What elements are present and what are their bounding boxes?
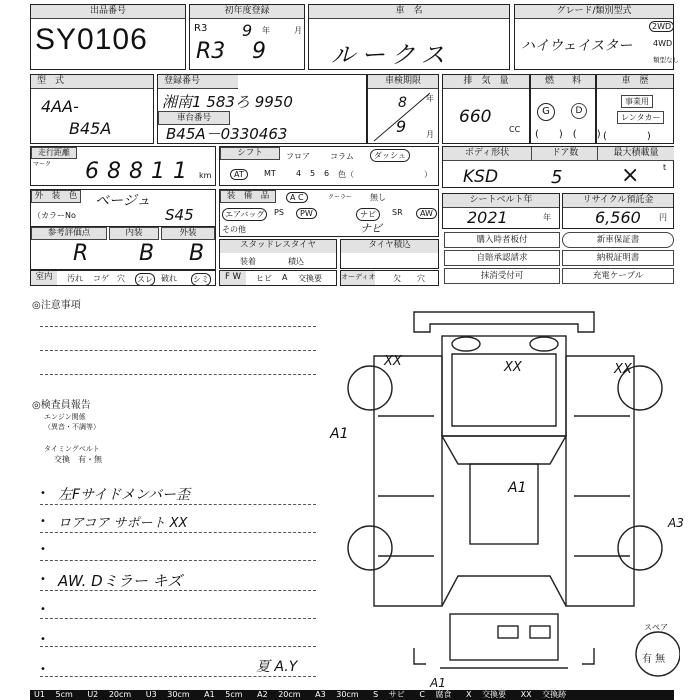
color-note: （カラーNo [33,211,76,220]
grade-exterior: B [189,241,205,266]
report-title: ◎検査員報告 [32,400,91,411]
first-reg-unit-year: 年 [262,26,270,35]
legend-xx: XX [520,690,532,699]
fw-replace: 交換要 [298,274,322,283]
legend-u2-size: 20cm [108,690,132,699]
fw-crack: ヒビ [256,274,272,283]
mark-a1-left: A1 [330,426,349,442]
equip-navi: ナビ [356,208,380,221]
equip-ps: PS [274,208,284,217]
equip-cooler: クーラー [328,194,353,201]
legend-a3-size: 30cm [336,690,359,699]
mark-a1-center: A1 [508,480,527,496]
report-line-4: AW. Dミラー キズ [58,572,183,590]
shift-4: 4 [296,169,302,178]
model-header: 型 式 [31,75,153,89]
mark-a1-rear: A1 [430,676,446,690]
recycle-unit: 円 [659,213,667,222]
fuel-g: G [537,103,555,121]
recycle-value: 6,560 [595,208,641,227]
studless-fitted: 装着 [240,257,256,266]
legend-u1-size: 5cm [55,690,73,699]
spare-options: 有 無 [642,654,666,665]
shift-color-close: ） [424,170,432,179]
inspection-unit-year: 年 [426,94,434,103]
audio-box [340,270,439,286]
report-line-1: 左Fサイドメンバー歪 [58,487,190,503]
fuel-box: 燃 料 G D ( ) ( ) [530,74,596,144]
interior-stain: シミ [193,275,209,284]
fw-box [219,270,337,286]
grade-overall: R [73,241,89,266]
doc-tax: 納税証明書 [562,250,674,266]
interior-dirt: 汚れ [67,274,83,283]
chassis-header: 車台番号 [158,111,230,125]
registration-box [157,74,367,144]
body-box [442,146,674,188]
registration-value: 湘南1 583ろ 9950 [162,93,293,111]
doc-purchase: 購入時者板付 [444,232,560,248]
inspection-box [367,74,439,144]
grade-4wd: 4WD [653,39,673,48]
interior-hole: 穴 [117,274,125,283]
spare-label: スペア [644,623,668,632]
fuel-header: 燃 料 [531,75,595,89]
report-signature: 夏 A.Y [256,659,298,675]
first-reg-unit-month: 月 [294,26,302,35]
mileage-header: 走行距離 [31,147,77,159]
mark-xx-left: XX [384,354,402,369]
grades-box [30,226,216,270]
shift-dash: ダッシュ [370,149,410,162]
equip-none: 無し [370,193,386,202]
audio-hole: 穴 [417,274,425,283]
shift-floor: フロア [286,152,310,161]
studless-box [219,239,337,269]
interior-tear: 破れ [161,274,177,283]
seatbelt-box [442,193,560,229]
mileage-mark: マーク [33,161,52,168]
grades-overall-header: 参考評価点 [31,227,107,240]
interior-scuff: スレ [137,275,153,284]
car-damage-diagram [330,296,680,696]
legend-u3-size: 30cm [167,690,190,699]
seatbelt-header: シートベルト年 [443,194,559,208]
displacement-box [442,74,530,144]
grades-interior-header: 内装 [109,227,159,240]
doc-charge-cable: 充電ケーブル [562,268,674,284]
first-reg-month: 9 [252,39,266,64]
legend-corrosion: 腐食 [435,690,452,699]
car-name-box [308,4,510,70]
shift-color: 色（ [338,170,354,179]
shift-column: コラム [330,152,354,161]
shift-6: 6 [324,169,330,178]
equip-other-navi: ナビ [360,222,382,235]
first-reg-year: 9 [242,21,253,40]
tire-header: タイヤ積込 [341,240,438,253]
legend-a2-size: 20cm [278,690,301,699]
seatbelt-value: 2021 [467,208,508,227]
equip-airbag: エアバッグ [222,208,267,221]
inspection-header: 車検期限 [368,75,438,89]
interior-burn: コゲ [93,274,109,283]
grade-none: 類型なし [653,56,679,64]
shift-mt: MT [264,169,276,178]
grade-interior: B [139,241,155,266]
model-box [30,74,154,144]
doc-deregistration: 抹消受付可 [444,268,560,284]
grades-exterior-header: 外装 [161,227,215,240]
equipment-header: 装 備 品 [220,190,276,203]
equip-ac: A C [286,192,308,203]
mileage-value: 68811 [85,159,195,184]
model-line1: 4AA- [41,97,79,116]
grade-box [514,4,679,70]
mark-xx-right: XX [614,362,632,377]
report-timing: タイミングベルト [44,445,100,453]
inspection-month: 9 [396,117,407,136]
first-reg-header: 初年度登録 [190,5,304,19]
recycle-box [562,193,674,229]
legend-a2: A2 [257,690,268,699]
interior-notes-label: 室内 [31,271,57,285]
doors-value: 5 [551,167,563,188]
legend-u1: U1 [34,690,45,699]
mark-xx-center: XX [504,360,522,375]
mark-a3-right: A3 [668,516,684,530]
mileage-box [30,146,216,186]
legend-s: S [373,690,379,699]
seatbelt-unit: 年 [543,213,551,222]
displacement-header: 排 気 量 [443,75,529,89]
capacity-header: 最大積載量 [597,147,674,161]
equip-other: その他 [222,225,246,234]
color-code: S45 [165,206,194,224]
shift-at: AT [230,169,248,180]
color-value: ベージュ [95,193,151,209]
lot-number-box [30,4,186,70]
legend-a1-size: 5cm [225,690,243,699]
legend-x: X [466,690,472,699]
studless-loaded: 積込 [288,257,304,266]
inspection-unit-month: 月 [426,130,434,139]
shift-box [219,146,439,186]
legend-u3: U3 [145,690,157,699]
history-header: 車 歴 [597,75,673,89]
fw-a: A [282,273,288,282]
displacement-unit: CC [509,125,521,134]
legend-bar [30,690,674,700]
body-header: ボディ形状 [443,147,531,161]
report-engine: エンジン関係 [44,413,86,421]
shift-5: 5 [310,169,316,178]
interior-notes-box [30,270,216,286]
history-rental: レンタカー [617,111,664,124]
legend-a3: A3 [315,690,326,699]
grade-header: グレード/類別型式 [515,5,673,19]
car-name-header: 車 名 [309,5,509,19]
recycle-header: リサイクル預託金 [563,194,673,208]
studless-header: スタッドレスタイヤ [220,240,336,253]
doc-jibai: 自賠承認請求 [444,250,560,266]
report-timing-opts: 交換 有・無 [54,455,102,464]
displacement-value: 660 [459,107,492,127]
legend-a1: A1 [204,690,215,699]
report-line-2: ロアコア サポート XX [58,516,188,531]
notes-title: ◎注意事項 [32,300,81,311]
doors-header: ドア数 [531,147,598,161]
mileage-unit: km [199,171,212,180]
first-reg-era: R3 [196,39,226,64]
body-value: KSD [463,167,499,187]
equip-aw: AW [416,208,437,219]
audio-label: オーディオ [341,271,375,285]
first-registration-box [189,4,305,70]
registration-header: 登録番号 [158,75,238,89]
history-business: 事業用 [621,95,653,108]
capacity-value: × [621,163,640,188]
equipment-box [219,189,439,237]
fuel-d: D [571,103,587,119]
legend-replace-needed: 交換要 [482,690,507,699]
tire-box [340,239,439,269]
history-box: 車 歴 事業用 レンタカー ( ) [596,74,674,144]
model-line2: B45A [69,119,112,138]
chassis-value: B45A－0330463 [166,125,288,143]
first-reg-era-small: R3 [194,23,208,34]
legend-rust: サビ [388,690,405,699]
grade-2wd: 2WD [649,21,674,32]
legend-c: C [419,690,425,699]
lot-header: 出品番号 [31,5,185,19]
doc-warranty: 新車保証書 [562,232,674,248]
fw-label: F W [220,271,246,285]
inspection-year: 8 [398,95,407,111]
color-box [30,189,216,227]
grade-value: ハイウェイスター [521,38,633,54]
equip-sr: SR [392,208,403,217]
equip-pw: PW [296,208,317,219]
legend-replaced: 交換跡 [542,690,567,699]
lot-number: SY0106 [35,23,148,56]
capacity-unit: t [663,163,667,172]
audio-missing: 欠 [393,274,401,283]
car-name-value: ルークス [331,41,451,69]
color-header: 外 装 色 [31,190,81,203]
report-engine-sub: （異音・不調等） [44,423,100,431]
legend-u2: U2 [87,690,99,699]
shift-header: シフト [220,147,280,160]
